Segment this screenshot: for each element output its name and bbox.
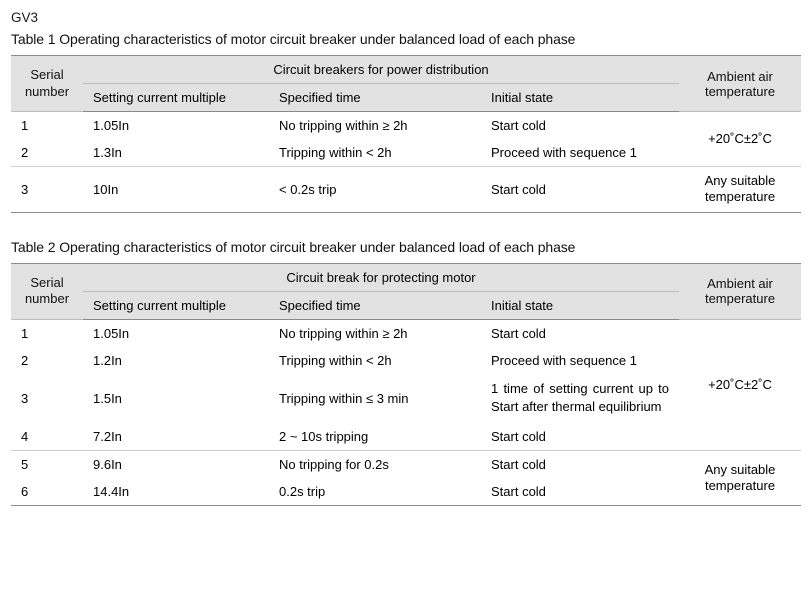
table1-header-state: Initial state xyxy=(481,84,679,112)
table2-header-state: Initial state xyxy=(481,291,679,319)
table1-row2-time: Tripping within < 2h xyxy=(269,139,481,167)
table2-row6-time: 0.2s trip xyxy=(269,478,481,506)
table1-header-setting: Setting current multiple xyxy=(83,84,269,112)
table2-ambient-group-2-line1: Any suitable xyxy=(704,461,776,477)
table2-row5-state: Start cold xyxy=(491,457,546,473)
table2-header-group: Circuit break for protecting motor xyxy=(83,263,679,291)
table1-header-ambient-line2: temperature xyxy=(704,83,776,99)
table-row xyxy=(11,451,801,479)
table2-row1-setting: 1.05In xyxy=(93,325,130,341)
table1-header-ambient xyxy=(679,56,801,112)
table1-header-row-1 xyxy=(11,56,801,84)
table1-ambient-group-2 xyxy=(679,167,801,213)
table2 xyxy=(11,263,801,507)
table1-ambient-group-2-line1: Any suitable xyxy=(704,173,776,188)
table2-row6-setting: 14.4In xyxy=(83,478,269,506)
table1-row2-state: Proceed with sequence 1 xyxy=(481,139,679,167)
table2-row3-setting: 1.5In xyxy=(93,390,122,406)
table1-row3-serial: 3 xyxy=(11,167,83,213)
table2-header-serial-line1: Serial xyxy=(30,274,64,290)
table2-header-serial-line2: number xyxy=(24,291,70,306)
table2-header-ambient-line2: temperature xyxy=(704,291,776,306)
table2-row1-state: Start cold xyxy=(491,325,546,341)
table1-row3-time: < 0.2s trip xyxy=(269,167,481,213)
table1-ambient-group-2-line2: temperature xyxy=(704,189,776,205)
table1-header-group: Circuit breakers for power distribution xyxy=(83,56,679,84)
table2-row2-time: Tripping within < 2h xyxy=(279,352,392,368)
table1-row2-setting: 1.3In xyxy=(83,139,269,167)
table1-header-time: Specified time xyxy=(269,84,481,112)
table2-row4-state: Start cold xyxy=(481,423,679,451)
table1-row1-serial: 1 xyxy=(21,118,29,133)
table1-header-serial-line1: Serial xyxy=(30,67,64,83)
table2-row1-time: No tripping within ≥ 2h xyxy=(279,325,408,341)
table2-row4-serial: 4 xyxy=(11,423,83,451)
table1 xyxy=(11,55,801,213)
table2-row5-setting: 9.6In xyxy=(93,457,122,473)
table2-header-serial xyxy=(11,263,83,319)
table2-row6-state: Start cold xyxy=(481,478,679,506)
table2-ambient-group-1: +20˚C±2˚C xyxy=(679,319,801,451)
table1-row2-serial: 2 xyxy=(11,139,83,167)
table2-header-row-1 xyxy=(11,263,801,291)
table2-header-setting: Setting current multiple xyxy=(83,291,269,319)
table-row xyxy=(11,112,801,140)
table2-row3-state: 1 time of setting current up to Start after thermal equilibrium xyxy=(491,380,669,415)
table2-row4-time: 2 ~ 10s tripping xyxy=(269,423,481,451)
table1-ambient-group-1: +20˚C±2˚C xyxy=(679,112,801,167)
table2-ambient-group-2 xyxy=(679,451,801,506)
table1-header-ambient-line1: Ambient air xyxy=(707,68,773,84)
table2-row2-serial: 2 xyxy=(21,352,29,368)
table2-row1-serial: 1 xyxy=(21,325,29,341)
table2-ambient-group-2-line2: temperature xyxy=(704,478,776,494)
table2-row3-serial: 3 xyxy=(21,390,29,406)
table2-header-ambient-line1: Ambient air xyxy=(707,276,773,291)
table2-row4-setting: 7.2In xyxy=(83,423,269,451)
table2-row2-setting: 1.2In xyxy=(93,352,122,368)
section-spacer xyxy=(8,213,798,239)
table1-caption: Table 1 Operating characteristics of motor circuit breaker under balanced load of each phase xyxy=(11,31,576,47)
table1-row3-state: Start cold xyxy=(481,167,679,213)
table2-row5-time: No tripping for 0.2s xyxy=(279,457,389,473)
table-row xyxy=(11,319,801,347)
table2-caption: Table 2 Operating characteristics of motor circuit breaker under balanced load of each phase xyxy=(11,238,576,255)
table2-row3-time: Tripping within ≤ 3 min xyxy=(279,390,409,406)
table1-header-serial xyxy=(11,56,83,112)
table2-header-time: Specified time xyxy=(269,291,481,319)
table2-row5-serial: 5 xyxy=(21,457,29,473)
table1-row1-time: No tripping within ≥ 2h xyxy=(279,118,408,133)
table1-row1-setting: 1.05In xyxy=(93,118,130,133)
table2-row2-state: Proceed with sequence 1 xyxy=(491,352,637,368)
table1-row1-state: Start cold xyxy=(491,118,546,133)
table1-header-serial-line2: number xyxy=(24,83,70,99)
table1-row3-setting: 10In xyxy=(83,167,269,213)
table2-row6-serial: 6 xyxy=(11,478,83,506)
document-label: GV3 xyxy=(11,10,39,25)
table-row xyxy=(11,167,801,213)
table2-header-ambient xyxy=(679,263,801,319)
